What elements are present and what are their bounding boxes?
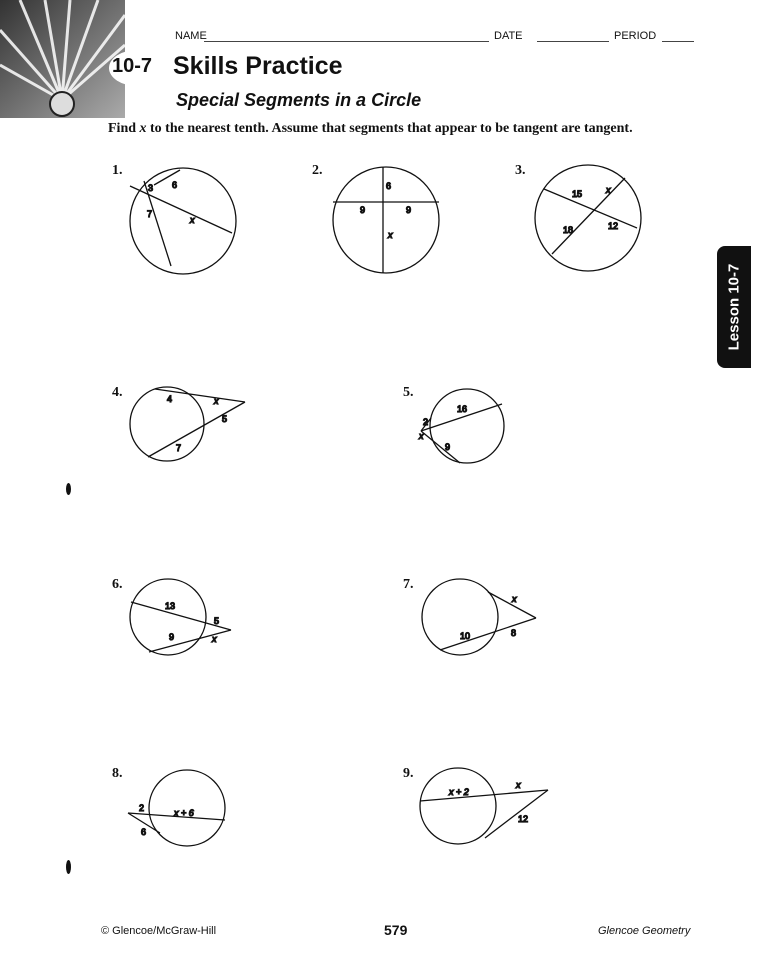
- problem-number: 8.: [112, 766, 123, 781]
- footer-book: Glencoe Geometry: [598, 925, 691, 937]
- problem-number: 2.: [312, 163, 323, 178]
- diagram-label: 6: [386, 181, 392, 191]
- diagram-label: 13: [165, 601, 176, 611]
- diagram-7: [422, 579, 536, 655]
- diagram-label: 6: [172, 180, 178, 190]
- diagram-label: x: [212, 634, 217, 644]
- diagram-label: 7: [147, 209, 153, 219]
- problem-number: 1.: [112, 163, 123, 178]
- diagram-label: 7: [176, 443, 182, 453]
- diagram-label: 2: [139, 803, 145, 813]
- problem-number: 5.: [403, 385, 414, 400]
- problem-number: 4.: [112, 385, 123, 400]
- diagram-3: [535, 165, 641, 271]
- diagram-label: 9: [445, 442, 451, 452]
- diagram-label: 9: [406, 205, 412, 215]
- lesson-number: 10-7: [112, 55, 153, 77]
- diagram-label: x: [512, 594, 517, 604]
- diagram-label: x: [190, 215, 195, 225]
- diagram-label: 3: [148, 183, 154, 193]
- diagram-label: 10: [460, 631, 471, 641]
- diagram-9: [420, 768, 548, 844]
- page-subtitle: Special Segments in a Circle: [176, 90, 422, 110]
- problem-number: 7.: [403, 577, 414, 592]
- diagram-label: x: [419, 431, 424, 441]
- diagram-label: 12: [608, 221, 619, 231]
- diagram-label: 18: [563, 225, 574, 235]
- diagram-label: 5: [222, 414, 228, 424]
- diagram-label: x + 2: [449, 787, 469, 797]
- problem-number: 3.: [515, 163, 526, 178]
- diagram-label: x: [214, 396, 219, 406]
- diagram-label: 9: [169, 632, 175, 642]
- date-label: DATE: [494, 30, 523, 42]
- period-label: PERIOD: [614, 30, 657, 42]
- diagram-label: 6: [141, 827, 147, 837]
- diagram-label: x + 6: [174, 808, 194, 818]
- diagram-label: x: [516, 780, 521, 790]
- footer-publisher: © Glencoe/McGraw-Hill: [101, 925, 217, 937]
- diagram-label: 4: [167, 394, 173, 404]
- diagram-label: 16: [457, 404, 468, 414]
- problem-number: 9.: [403, 766, 414, 781]
- diagram-label: x: [388, 230, 393, 240]
- diagram-label: 8: [511, 628, 517, 638]
- diagram-2: [333, 167, 439, 273]
- diagram-label: x: [606, 185, 611, 195]
- diagram-4: [130, 387, 245, 461]
- diagram-label: 15: [572, 189, 583, 199]
- name-label: NAME: [175, 30, 207, 42]
- page-number: 579: [384, 922, 408, 938]
- diagram-6: [130, 579, 231, 655]
- diagram-1: [130, 168, 236, 274]
- problem-number: 6.: [112, 577, 123, 592]
- instructions: Find x to the nearest tenth. Assume that segments that appear to be tangent are tangent.: [108, 121, 633, 136]
- side-tab-label: Lesson 10-7: [725, 263, 743, 351]
- diagram-label: 2: [423, 417, 429, 427]
- page-title: Skills Practice: [173, 52, 343, 80]
- diagram-8: [128, 770, 225, 846]
- diagram-5: [418, 389, 504, 463]
- diagram-label: 5: [214, 616, 220, 626]
- diagram-label: 12: [518, 814, 529, 824]
- diagram-label: 9: [360, 205, 366, 215]
